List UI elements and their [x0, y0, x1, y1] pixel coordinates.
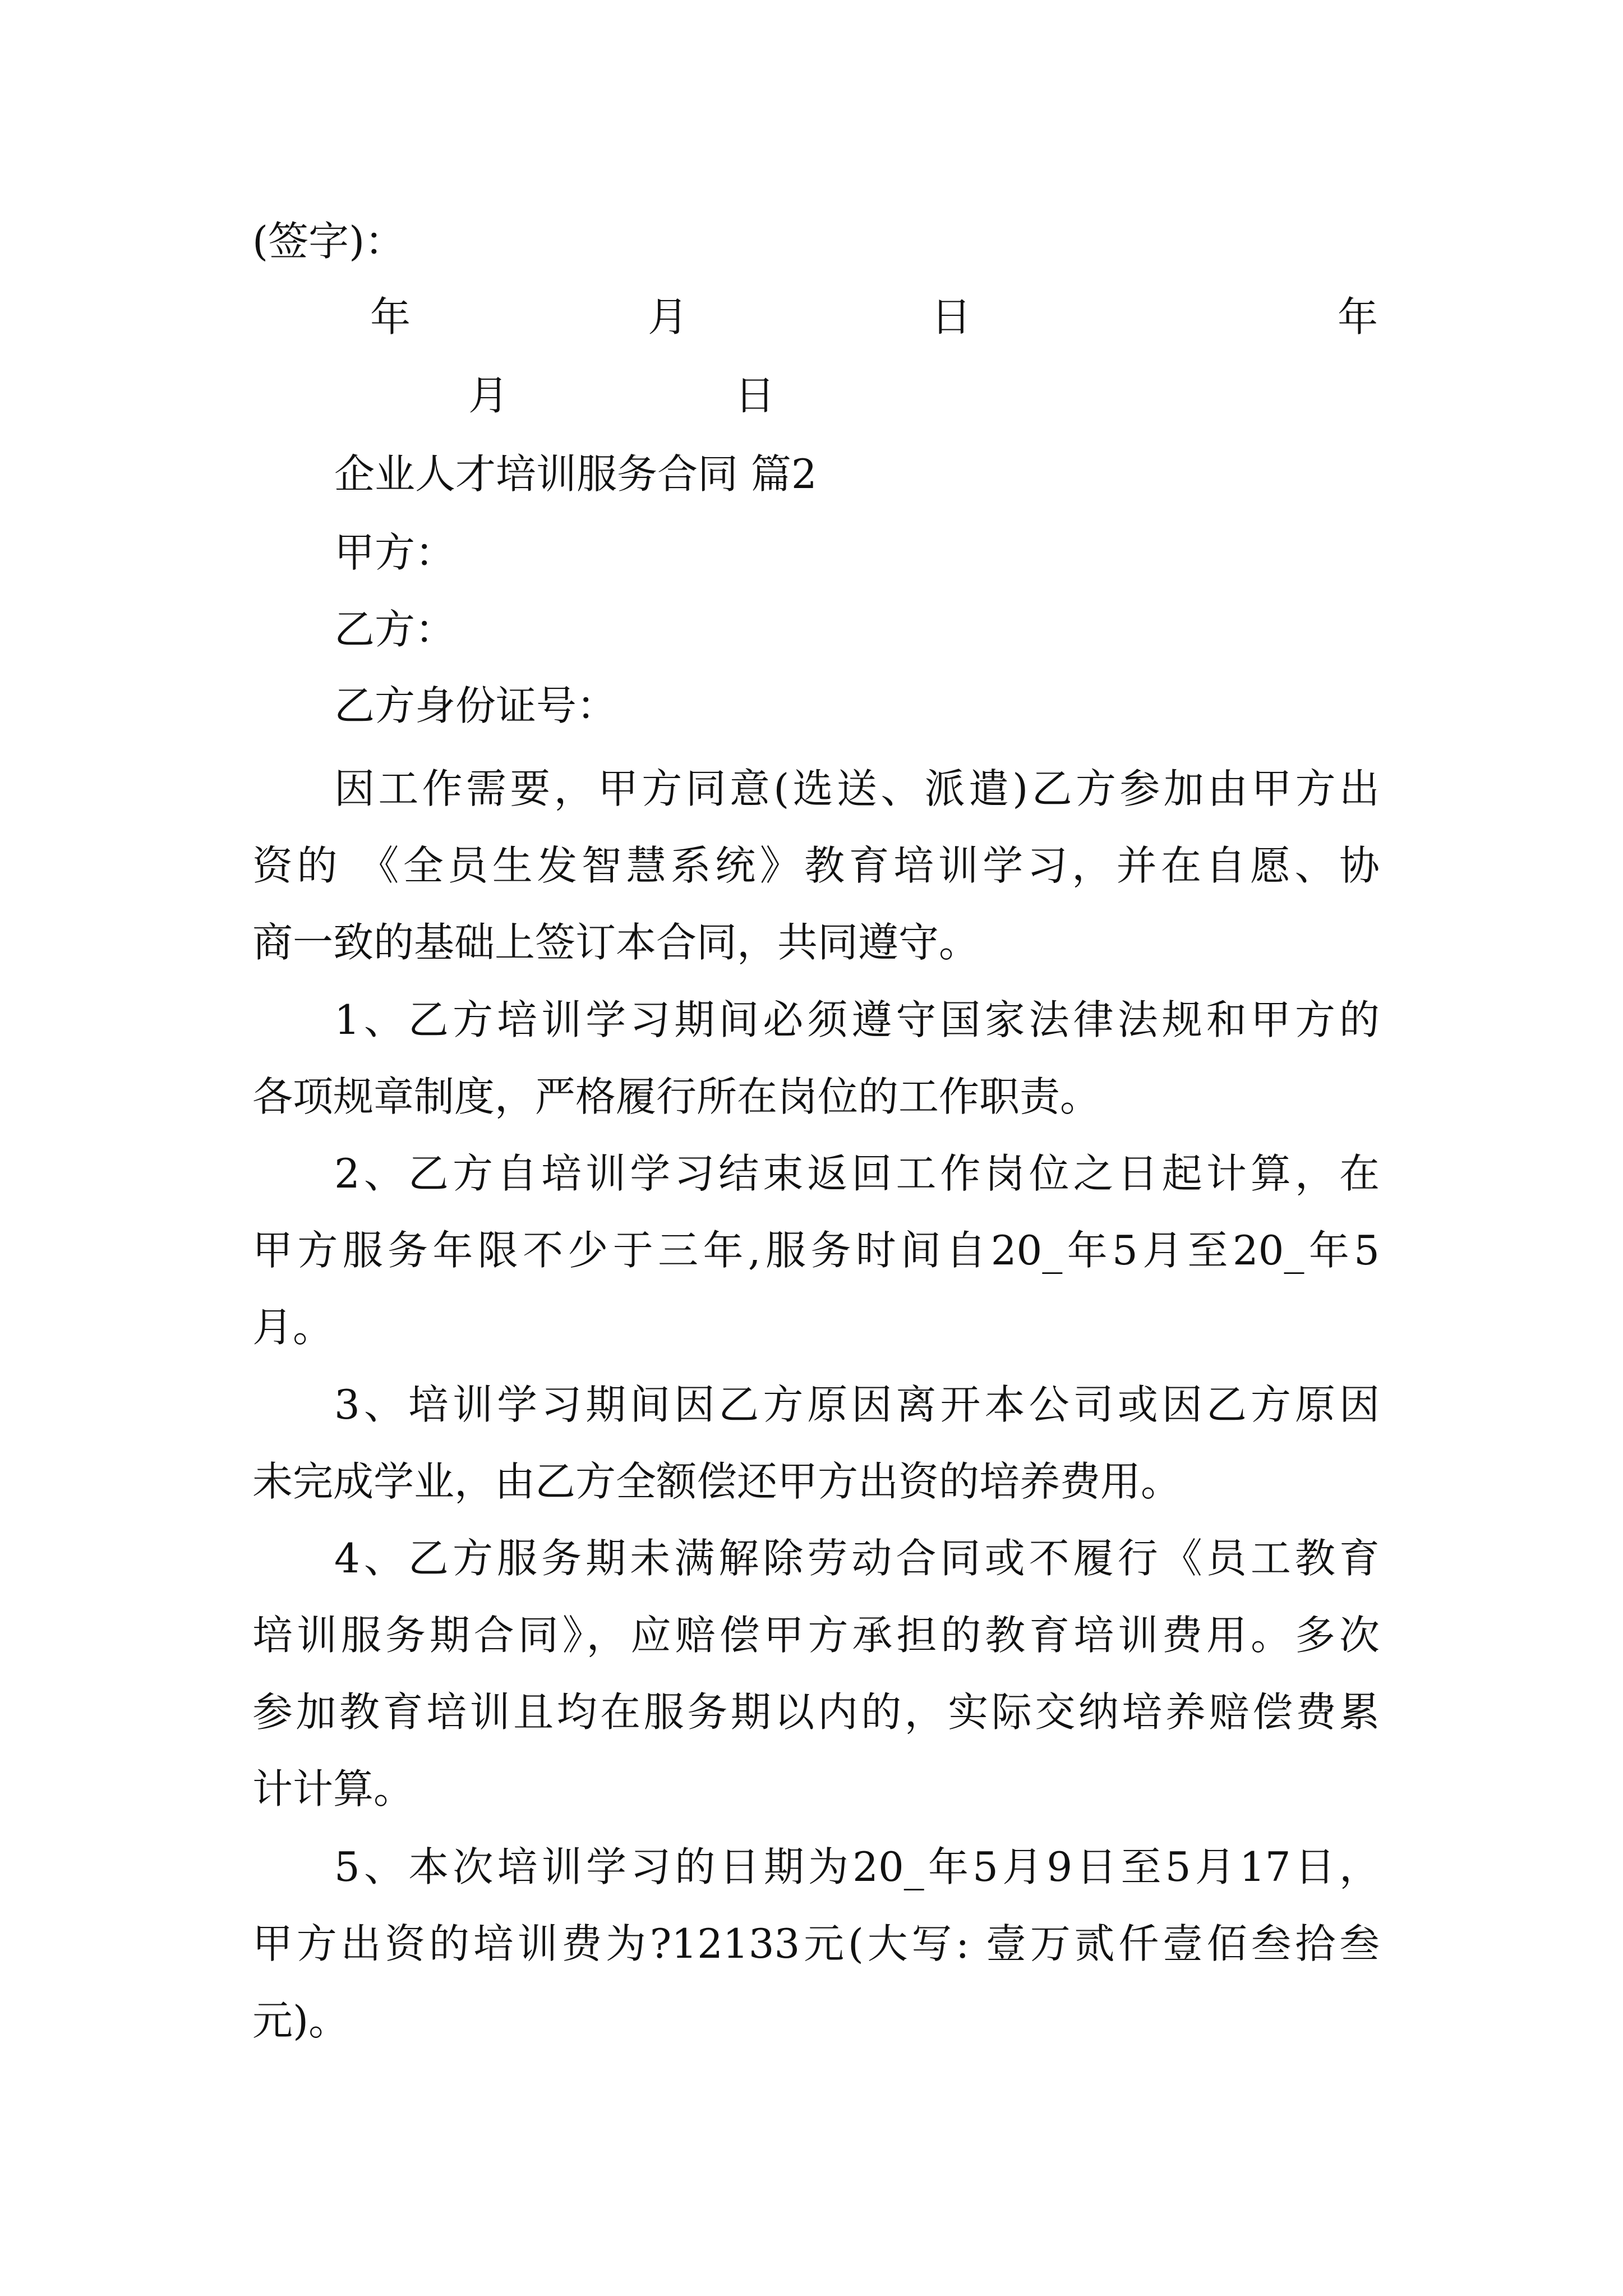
- text-line: 商一致的基础上签订本合同，共同遵守。: [252, 919, 980, 966]
- text-line: 元)。: [252, 1997, 349, 2044]
- date-day-a: 日: [931, 293, 972, 341]
- text-line: 3、培训学习期间因乙方原因离开本公司或因乙方原因: [334, 1381, 1380, 1428]
- text-line: 4、乙方服务期未满解除劳动合同或不履行《员工教育: [334, 1535, 1380, 1582]
- clause-5: [252, 1829, 1380, 2059]
- text-line: 未完成学业，由乙方全额偿还甲方出资的培养费用。: [252, 1458, 1182, 1505]
- clause-2: [252, 1135, 1380, 1366]
- text-line: 因工作需要，甲方同意(选送、派遣)乙方参加由甲方出: [334, 765, 1380, 812]
- text-line: 月。: [252, 1304, 334, 1351]
- text-line: 培训服务期合同》，应赔偿甲方承担的教育培训费用。多次: [252, 1612, 1380, 1659]
- date-month-a: 月: [648, 293, 689, 341]
- text-line: 5、本次培训学习的日期为20_年5月9日至5月17日，: [334, 1843, 1380, 1890]
- contract-title: 企业人才培训服务合同 篇2: [334, 450, 817, 498]
- date-day-b: 日: [735, 372, 776, 419]
- text-line: 2、乙方自培训学习结束返回工作岗位之日起计算，在: [334, 1150, 1380, 1197]
- text-line: 甲方出资的培训费为?12133元(大写: 壹万贰仟壹佰叁拾叁: [252, 1920, 1380, 1967]
- signature-label: (签字)：: [252, 218, 405, 265]
- party-b-id-label: 乙方身份证号：: [334, 682, 617, 729]
- date-year-a: 年: [370, 293, 411, 341]
- clause-3: [252, 1366, 1380, 1520]
- party-a-label: 甲方：: [334, 529, 456, 576]
- text-line: 各项规章制度，严格履行所在岗位的工作职责。: [252, 1073, 1101, 1120]
- text-line: 甲方服务年限不少于三年,服务时间自20_年5月至20_年5: [252, 1227, 1380, 1274]
- clause-4: [252, 1520, 1380, 1828]
- clause-1: [252, 982, 1380, 1135]
- text-line: 资的 《全员生发智慧系统》教育培训学习，并在自愿、协: [252, 842, 1380, 889]
- text-line: 1、乙方培训学习期间必须遵守国家法律法规和甲方的: [334, 996, 1380, 1043]
- date-year-b: 年: [1338, 293, 1378, 341]
- text-line: 参加教育培训且均在服务期以内的，实际交纳培养赔偿费累: [252, 1688, 1380, 1736]
- text-line: 计计算。: [252, 1765, 414, 1812]
- party-b-label: 乙方：: [334, 606, 456, 653]
- date-month-b: 月: [468, 372, 509, 419]
- intro-paragraph: [252, 751, 1380, 981]
